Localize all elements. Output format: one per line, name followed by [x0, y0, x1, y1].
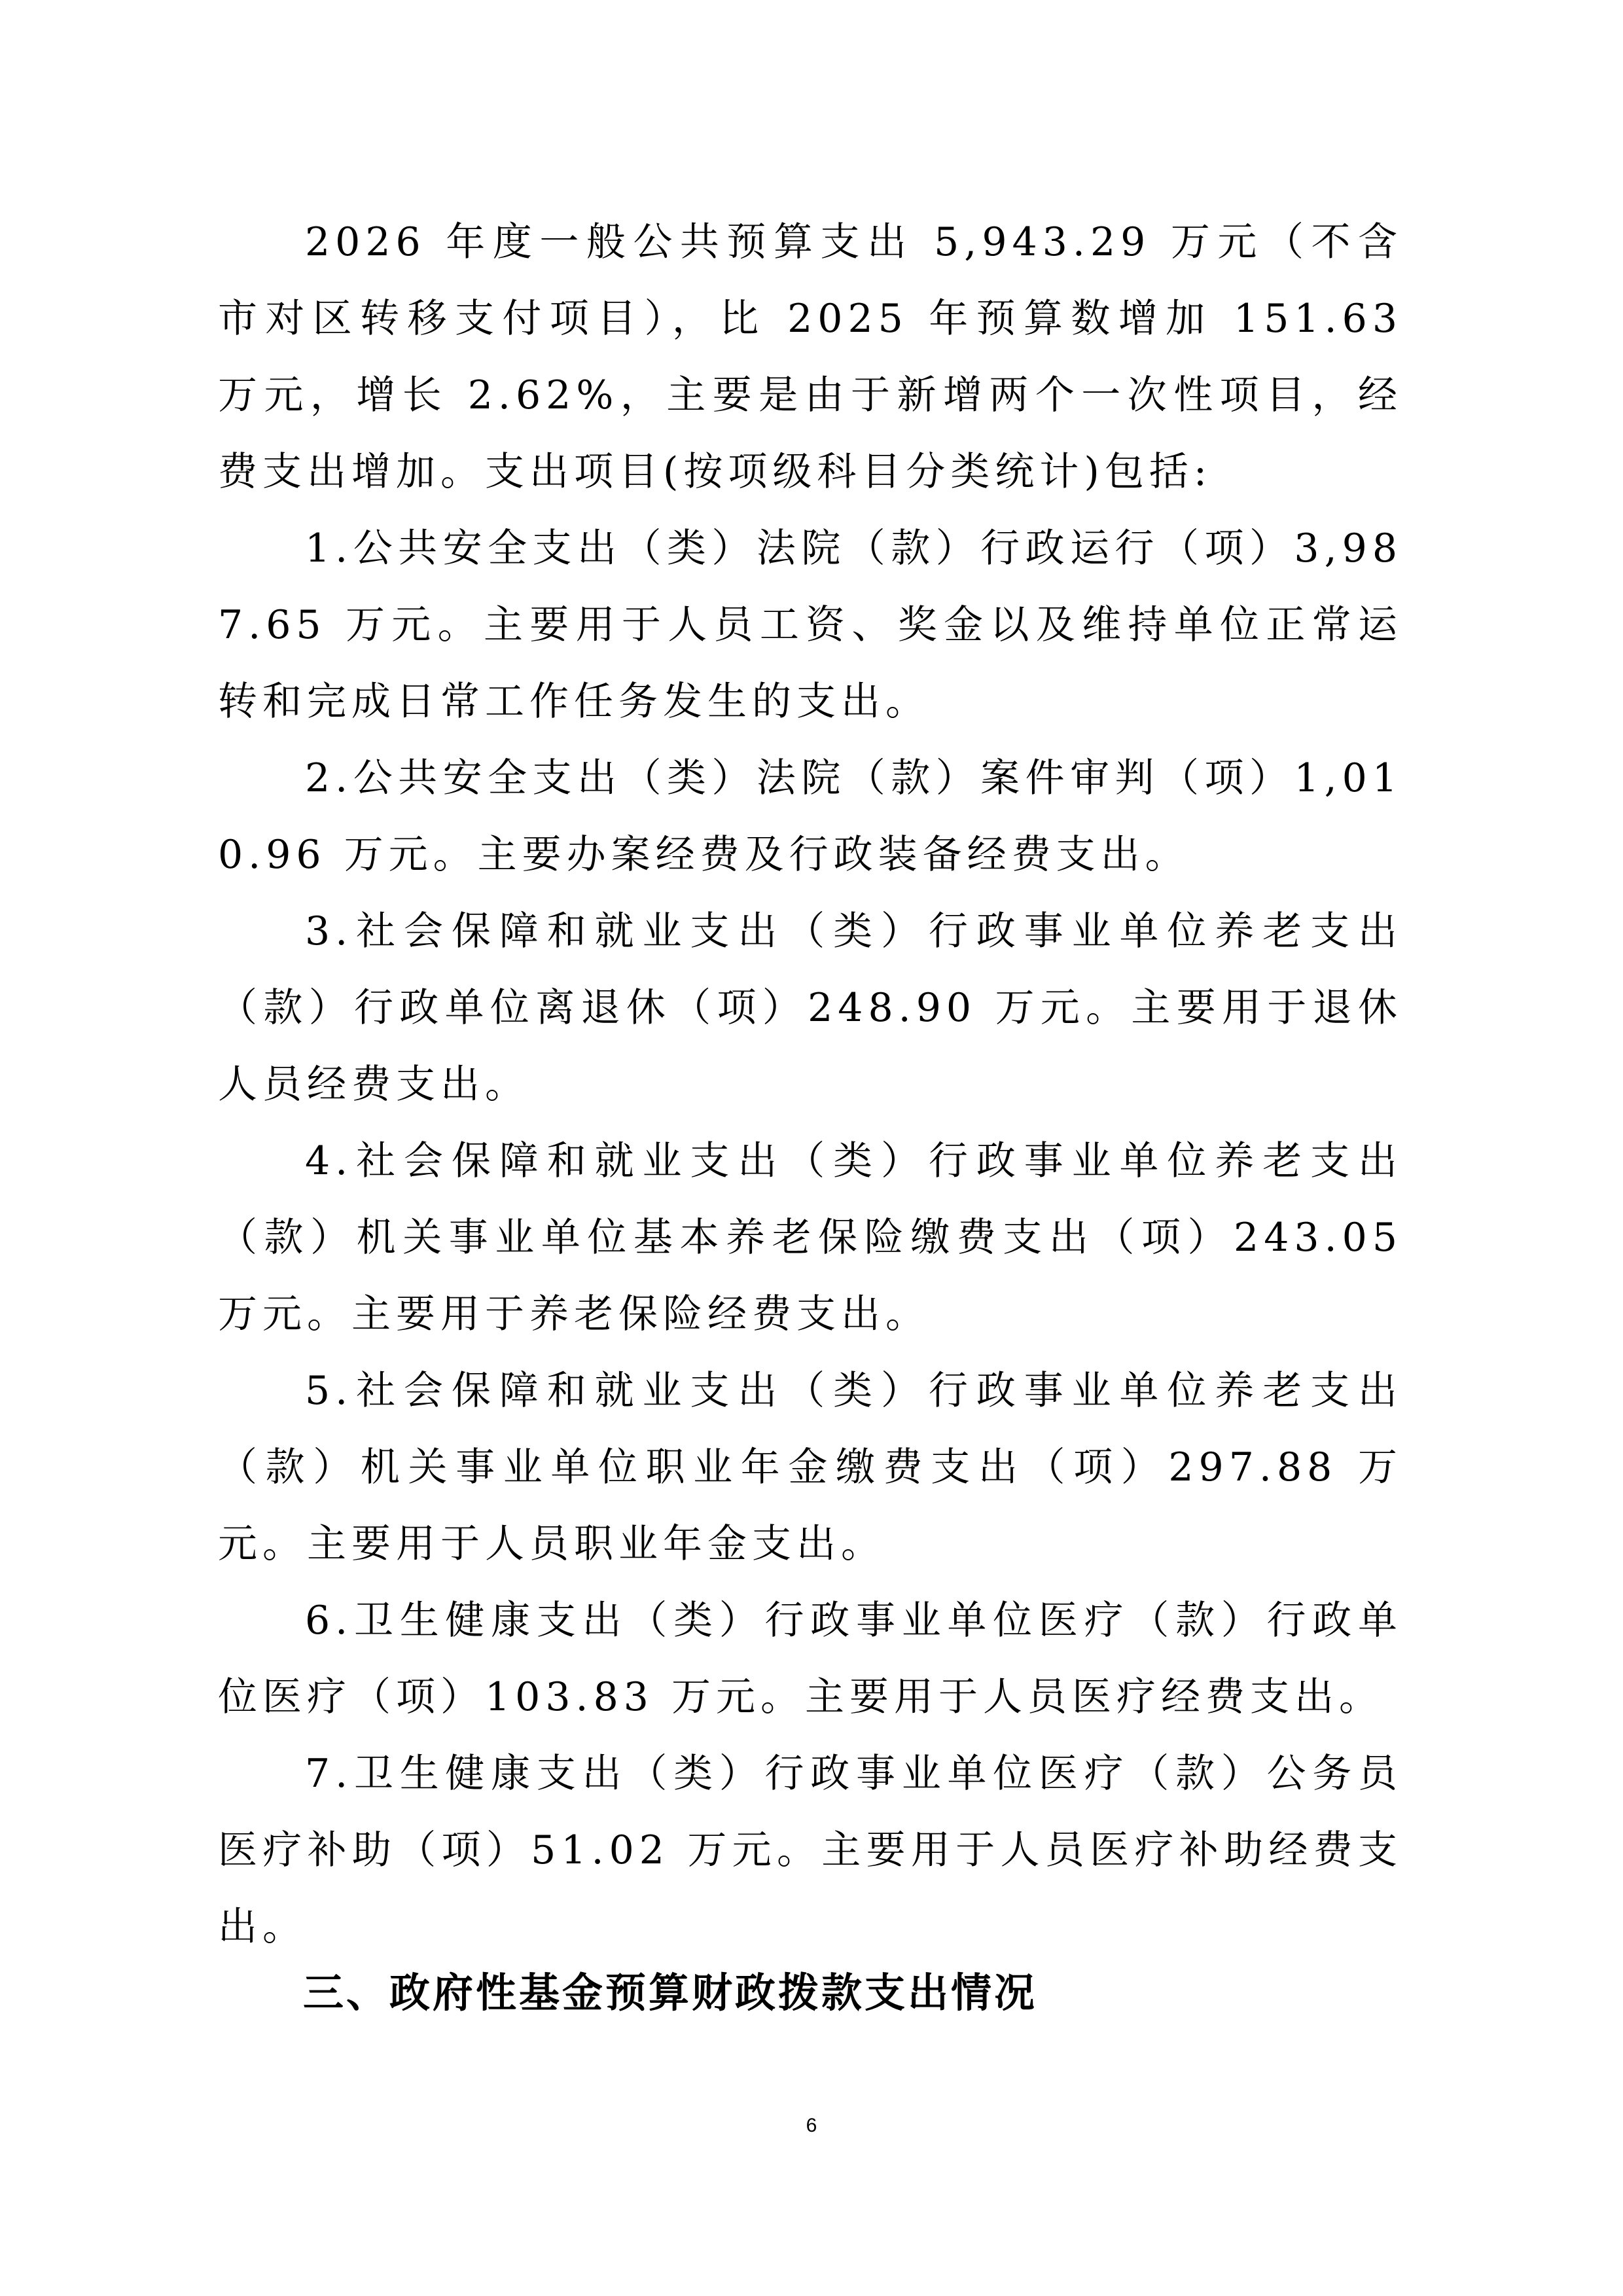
- expense-item-6: 6.卫生健康支出（类）行政事业单位医疗（款）行政单位医疗（项）103.83 万元。主要用于人员医疗经费支出。: [218, 1598, 1402, 1720]
- expense-item-2: 2.公共安全支出（类）法院（款）案件审判（项）1,010.96 万元。主要办案经费及行政装备经费支出。: [218, 755, 1402, 878]
- page-number: 6: [806, 2115, 817, 2136]
- body-text: [218, 204, 1402, 1965]
- budget-summary-paragraph: 2026 年度一般公共预算支出 5,943.29 万元（不含市对区转移支付项目），比 2025 年预算数增加 151.63 万元，增长 2.62%，主要是由于新增两个一次性项目，经费支出增加。支出项目(按项级科目分类统计)包括:: [218, 219, 1402, 495]
- expense-item-5: 5.社会保障和就业支出（类）行政事业单位养老支出（款）机关事业单位职业年金缴费支出（项）297.88 万元。主要用于人员职业年金支出。: [218, 1368, 1402, 1567]
- expense-item-1: 1.公共安全支出（类）法院（款）行政运行（项）3,987.65 万元。主要用于人员工资、奖金以及维持单位正常运转和完成日常工作任务发生的支出。: [218, 526, 1402, 725]
- section-heading: 三、政府性基金预算财政拨款支出情况: [303, 1969, 1038, 2017]
- expense-item-7: 7.卫生健康支出（类）行政事业单位医疗（款）公务员医疗补助（项）51.02 万元。主要用于人员医疗补助经费支出。: [218, 1751, 1402, 1950]
- expense-item-3: 3.社会保障和就业支出（类）行政事业单位养老支出（款）行政单位离退休（项）248.90 万元。主要用于退休人员经费支出。: [218, 908, 1402, 1107]
- expense-item-4: 4.社会保障和就业支出（类）行政事业单位养老支出（款）机关事业单位基本养老保险缴费支出（项）243.05 万元。主要用于养老保险经费支出。: [218, 1138, 1402, 1337]
